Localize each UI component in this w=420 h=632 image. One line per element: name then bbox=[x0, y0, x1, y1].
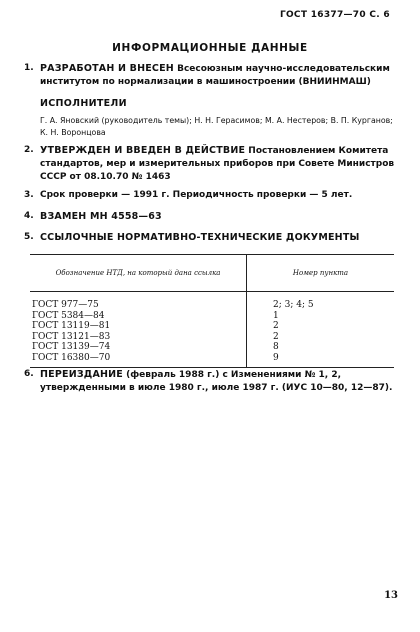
table-row bbox=[30, 311, 394, 322]
references-table bbox=[30, 254, 394, 368]
item-cell: 1 bbox=[273, 310, 279, 321]
document-cell: ГОСТ 977—75 bbox=[30, 292, 247, 311]
section-6-number: 6. bbox=[24, 369, 34, 379]
section-2-number: 2. bbox=[24, 145, 34, 155]
section-6 bbox=[24, 368, 400, 395]
section-6-text: (февраль 1988 г.) с Изменениями № 1, 2, утвержденными в июле 1980 г., июле 1987 г. (ИУС 10—80, 12—87). bbox=[40, 370, 393, 393]
column-header-document: Обозначение НТД, на который дана ссылка bbox=[30, 255, 247, 292]
document-cell: ГОСТ 16380—70 bbox=[30, 353, 247, 368]
section-4 bbox=[24, 210, 400, 223]
section-5-text: ССЫЛОЧНЫЕ НОРМАТИВНО-ТЕХНИЧЕСКИЕ ДОКУМЕНТЫ bbox=[40, 232, 360, 243]
section-2-heading: УТВЕРЖДЕН И ВВЕДЕН В ДЕЙСТВИЕ bbox=[40, 145, 246, 156]
item-cell: 2 bbox=[273, 331, 279, 342]
performers-names: Г. А. Яновский (руководитель темы); Н. Н. Герасимов; М. А. Нестеров; В. П. Курганов; К. Н. Воронцова bbox=[40, 116, 393, 137]
table-row bbox=[30, 332, 394, 343]
page-title: ИНФОРМАЦИОННЫЕ ДАННЫЕ bbox=[112, 42, 308, 54]
performers-heading: ИСПОЛНИТЕЛИ bbox=[40, 98, 127, 109]
section-6-heading: ПЕРЕИЗДАНИЕ bbox=[40, 369, 123, 380]
section-1 bbox=[24, 62, 400, 89]
section-3 bbox=[24, 189, 400, 202]
table-row bbox=[30, 342, 394, 353]
section-1-number: 1. bbox=[24, 63, 34, 73]
table-row bbox=[30, 292, 394, 311]
section-3-text: Срок проверки — 1991 г. Периодичность проверки — 5 лет. bbox=[40, 190, 353, 200]
section-2 bbox=[24, 144, 400, 184]
document-cell: ГОСТ 13121—83 bbox=[30, 332, 247, 343]
document-cell: ГОСТ 13119—81 bbox=[30, 321, 247, 332]
standard-header: ГОСТ 16377—70 С. 6 bbox=[279, 10, 390, 20]
item-cell: 2; 3; 4; 5 bbox=[273, 300, 314, 310]
section-4-text: ВЗАМЕН МН 4558—63 bbox=[40, 211, 162, 222]
page-number: 13 bbox=[384, 590, 398, 601]
item-cell: 2 bbox=[273, 321, 279, 331]
section-5-number: 5. bbox=[24, 232, 34, 242]
item-cell: 9 bbox=[247, 353, 395, 368]
section-5 bbox=[24, 231, 400, 244]
section-1-heading: РАЗРАБОТАН И ВНЕСЕН bbox=[40, 63, 174, 74]
item-cell: 8 bbox=[273, 342, 279, 352]
document-cell: ГОСТ 13139—74 bbox=[30, 342, 247, 353]
section-4-number: 4. bbox=[24, 211, 34, 221]
table-row bbox=[30, 321, 394, 332]
section-3-number: 3. bbox=[24, 190, 34, 200]
section-2-text: Постановлением Комитета стандартов, мер и измерительных приборов при Совете Министров СССР от 08.10.70 № 1463 bbox=[40, 146, 395, 182]
section-1-text: Всесоюзным научно-исследовательским институтом по нормализации в машиностроении (ВНИИНМАШ) bbox=[40, 64, 390, 87]
document-cell: ГОСТ 5384—84 bbox=[30, 311, 247, 322]
column-header-item: Номер пункта bbox=[247, 255, 395, 292]
table-row bbox=[30, 353, 394, 368]
